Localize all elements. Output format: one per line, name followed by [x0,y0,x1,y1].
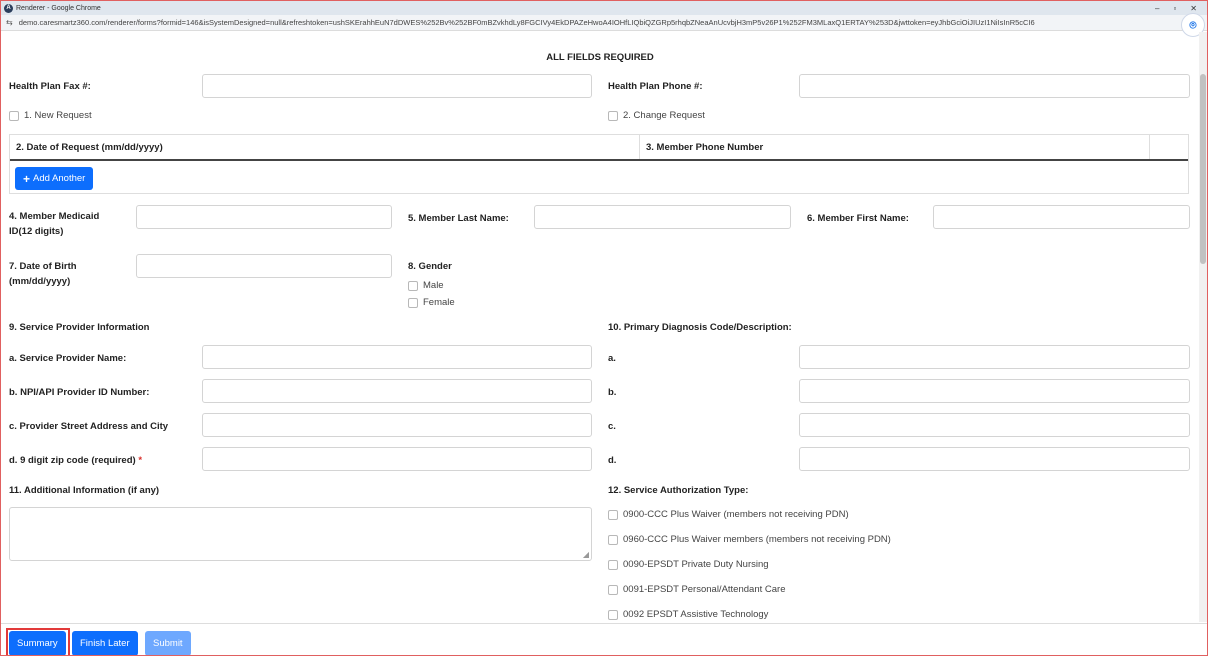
change-request-checkbox[interactable] [608,111,618,121]
auth-option[interactable] [608,509,849,520]
dob-input[interactable] [136,254,392,278]
change-request-label: 2. Change Request [623,110,705,121]
auth-option-checkbox[interactable] [608,535,618,545]
first-name-input[interactable] [933,205,1190,229]
gender-male-checkbox[interactable] [408,281,418,291]
auth-option[interactable] [608,609,768,620]
diagnosis-b-input[interactable] [799,379,1190,403]
additional-info-label: 11. Additional Information (if any) [9,485,160,496]
resize-handle-icon[interactable]: ◢ [582,550,589,559]
phone-input[interactable] [799,74,1190,98]
diagnosis-a-label: a. [608,353,616,364]
first-name-label: 6. Member First Name: [807,213,909,224]
table-header-actions [1150,135,1188,159]
summary-button[interactable]: Summary [9,631,66,656]
auth-option-label: 0960-CCC Plus Waiver members (members not receiving PDN) [623,534,891,545]
zip-label: d. 9 digit zip code (required) [9,455,136,466]
table-header [10,135,1188,161]
site-info-icon[interactable]: ⇆ [6,18,13,27]
minimize-icon[interactable]: – [1155,3,1160,13]
medicaid-input[interactable] [136,205,392,229]
change-request-option[interactable] [608,110,705,121]
auth-option-label: 0091-EPSDT Personal/Attendant Care [623,584,786,595]
medicaid-label: 4. Member Medicaid ID(12 digits) [9,211,100,237]
address-bar[interactable] [1,15,1207,31]
table-header-phone: 3. Member Phone Number [640,135,1150,159]
diagnosis-c-label: c. [608,421,616,432]
gender-female-label: Female [423,297,455,308]
address-label: c. Provider Street Address and City [9,421,169,432]
table-header-date: 2. Date of Request (mm/dd/yyyy) [10,135,640,159]
title-bar [1,1,1207,15]
zip-label-wrap [9,453,142,468]
window-title: Renderer - Google Chrome [16,4,101,12]
maximize-icon[interactable]: ▫ [1173,3,1177,13]
diagnosis-c-input[interactable] [799,413,1190,437]
window-controls [1155,4,1207,13]
new-request-label: 1. New Request [24,110,92,121]
diagnosis-label: 10. Primary Diagnosis Code/Description: [608,322,792,333]
diagnosis-d-label: d. [608,455,617,466]
close-icon[interactable]: ✕ [1190,3,1197,13]
npi-label: b. NPI/API Provider ID Number: [9,387,150,398]
gender-female-checkbox[interactable] [408,298,418,308]
form-header: ALL FIELDS REQUIRED [546,52,654,63]
gender-male-option[interactable] [408,280,444,291]
scroll-thumb[interactable] [1200,74,1206,264]
form-footer [1,623,1207,655]
last-name-label: 5. Member Last Name: [408,213,509,224]
provider-info-label: 9. Service Provider Information [9,322,150,333]
diagnosis-b-label: b. [608,387,617,398]
fax-label: Health Plan Fax #: [9,81,91,92]
diagnosis-a-input[interactable] [799,345,1190,369]
auth-type-label: 12. Service Authorization Type: [608,485,749,496]
auth-option-label: 0900-CCC Plus Waiver (members not receiving PDN) [623,509,849,520]
app-icon: A [4,4,13,13]
auth-option-checkbox[interactable] [608,510,618,520]
additional-info-textarea[interactable] [9,507,592,561]
zip-input[interactable] [202,447,592,471]
auth-option-label: 0090-EPSDT Private Duty Nursing [623,559,769,570]
dob-label: 7. Date of Birth (mm/dd/yyyy) [9,261,77,287]
provider-name-input[interactable] [202,345,592,369]
fax-input[interactable] [202,74,592,98]
request-table [9,134,1189,194]
auth-option-checkbox[interactable] [608,585,618,595]
last-name-input[interactable] [534,205,791,229]
summary-highlight [6,628,70,656]
auth-option-checkbox[interactable] [608,610,618,620]
gender-female-option[interactable] [408,297,455,308]
form-content [1,32,1199,622]
provider-name-label: a. Service Provider Name: [9,353,127,364]
finish-later-button[interactable]: Finish Later [72,631,138,656]
diagnosis-d-input[interactable] [799,447,1190,471]
new-request-option[interactable] [9,110,92,121]
add-another-button[interactable] [15,167,93,190]
required-asterisk: * [138,455,143,466]
scrollbar[interactable] [1199,32,1207,622]
auth-option[interactable] [608,559,769,570]
gender-label: 8. Gender [408,261,452,272]
auth-option[interactable] [608,534,891,545]
auth-option-label: 0092 EPSDT Assistive Technology [623,609,769,620]
npi-input[interactable] [202,379,592,403]
phone-label: Health Plan Phone #: [608,81,703,92]
lens-icon[interactable]: ⌾ [1181,13,1205,37]
auth-option-checkbox[interactable] [608,560,618,570]
plus-icon: + [23,171,31,186]
gender-male-label: Male [423,280,444,291]
auth-option[interactable] [608,584,785,595]
add-another-label: Add Another [33,173,86,184]
new-request-checkbox[interactable] [9,111,19,121]
url-text[interactable]: demo.caresmartz360.com/renderer/forms?formid=146&isSystemDesigned=null&refreshtoken=ushSKErahhEuN7dDWES%252Bv%252BF0mBZvkhdLy8FGCIVy4EkDPAZeHwoA4IOHfLIQbiQZGRp5rhqbZNeaAnUcvbjH3mP5v26P1%252FM3MLaxQ1ERTAY%253D&jwttoken=eyJhbGciOiJIUzI1NiIsInR5cCI6 [18,18,1035,27]
address-input[interactable] [202,413,592,437]
submit-button[interactable]: Submit [145,631,191,656]
